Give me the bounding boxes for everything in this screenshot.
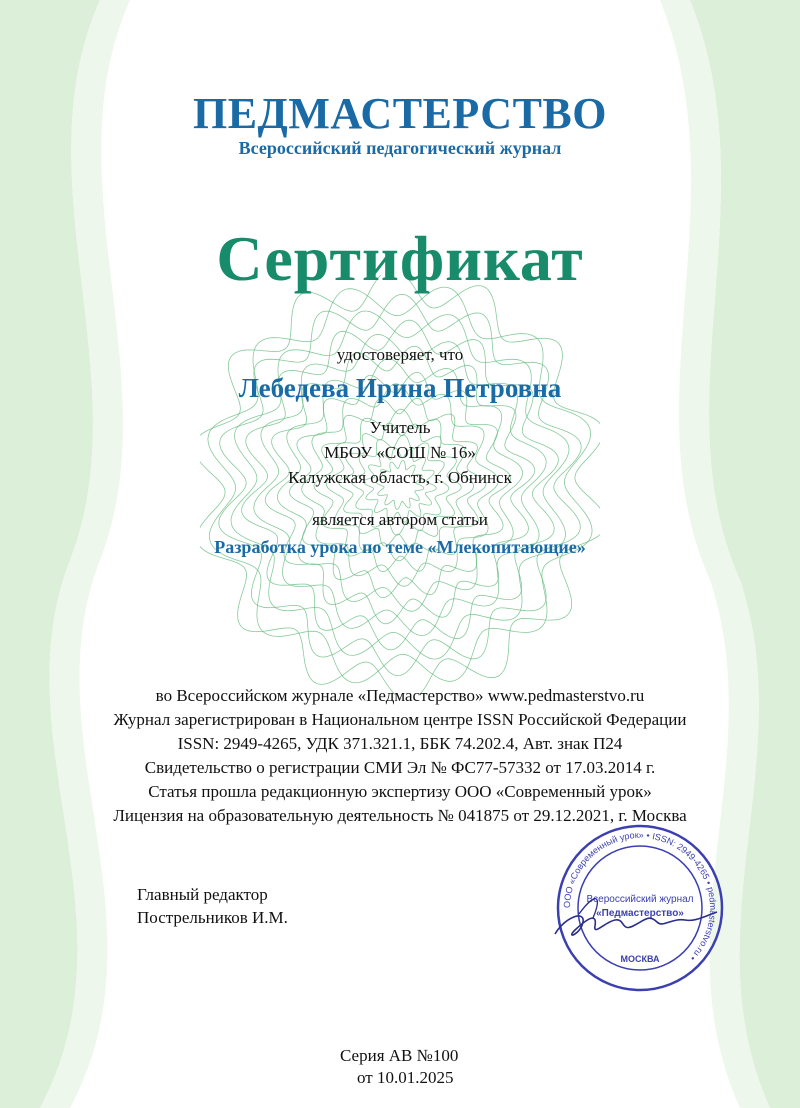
recipient-location: Калужская область, г. Обнинск xyxy=(288,468,512,487)
editor-name: Пострельников И.М. xyxy=(137,908,288,927)
series-date: от 10.01.2025 xyxy=(357,1068,454,1087)
stamp-city: МОСКВА xyxy=(620,954,660,964)
publication-line: во Всероссийском журнале «Педмастерство» www.pedmasterstvo.ru xyxy=(155,686,645,705)
publication-line: Лицензия на образовательную деятельность № 041875 от 29.12.2021, г. Москва xyxy=(113,806,687,825)
stamp-inner-line-2: «Педмастерство» xyxy=(596,908,684,919)
editor-role: Главный редактор xyxy=(137,885,268,904)
recipient-name: Лебедева Ирина Петровна xyxy=(238,373,562,403)
author-phrase: является автором статьи xyxy=(312,510,488,529)
series-number: Серия АВ №100 xyxy=(340,1046,459,1065)
stamp-ring-text: ООО «Современный урок» • ISSN: 2949-4265 • pedmasterstvo.ru • xyxy=(561,829,719,963)
recipient-school: МБОУ «СОШ № 16» xyxy=(324,443,476,462)
article-title: Разработка урока по теме «Млекопитающие» xyxy=(214,537,586,557)
stamp-inner-line-1: Всероссийский журнал xyxy=(586,894,694,905)
journal-subtitle: Всероссийский педагогический журнал xyxy=(238,138,562,158)
certificate-title: Сертификат xyxy=(216,223,584,294)
journal-name: ПЕДМАСТЕРСТВО xyxy=(192,89,608,138)
publication-line: Статья прошла редакционную экспертизу ООО «Современный урок» xyxy=(148,782,652,801)
certifies-text: удостоверяет, что xyxy=(336,345,464,364)
publication-line: Свидетельство о регистрации СМИ Эл № ФС77-57332 от 17.03.2014 г. xyxy=(144,758,656,777)
stamp-seal xyxy=(545,822,735,994)
recipient-position: Учитель xyxy=(369,418,431,437)
publication-line: Журнал зарегистрирован в Национальном центре ISSN Российской Федерации xyxy=(113,710,687,729)
publication-line: ISSN: 2949-4265, УДК 371.321.1, ББК 74.202.4, Авт. знак П24 xyxy=(177,734,623,753)
